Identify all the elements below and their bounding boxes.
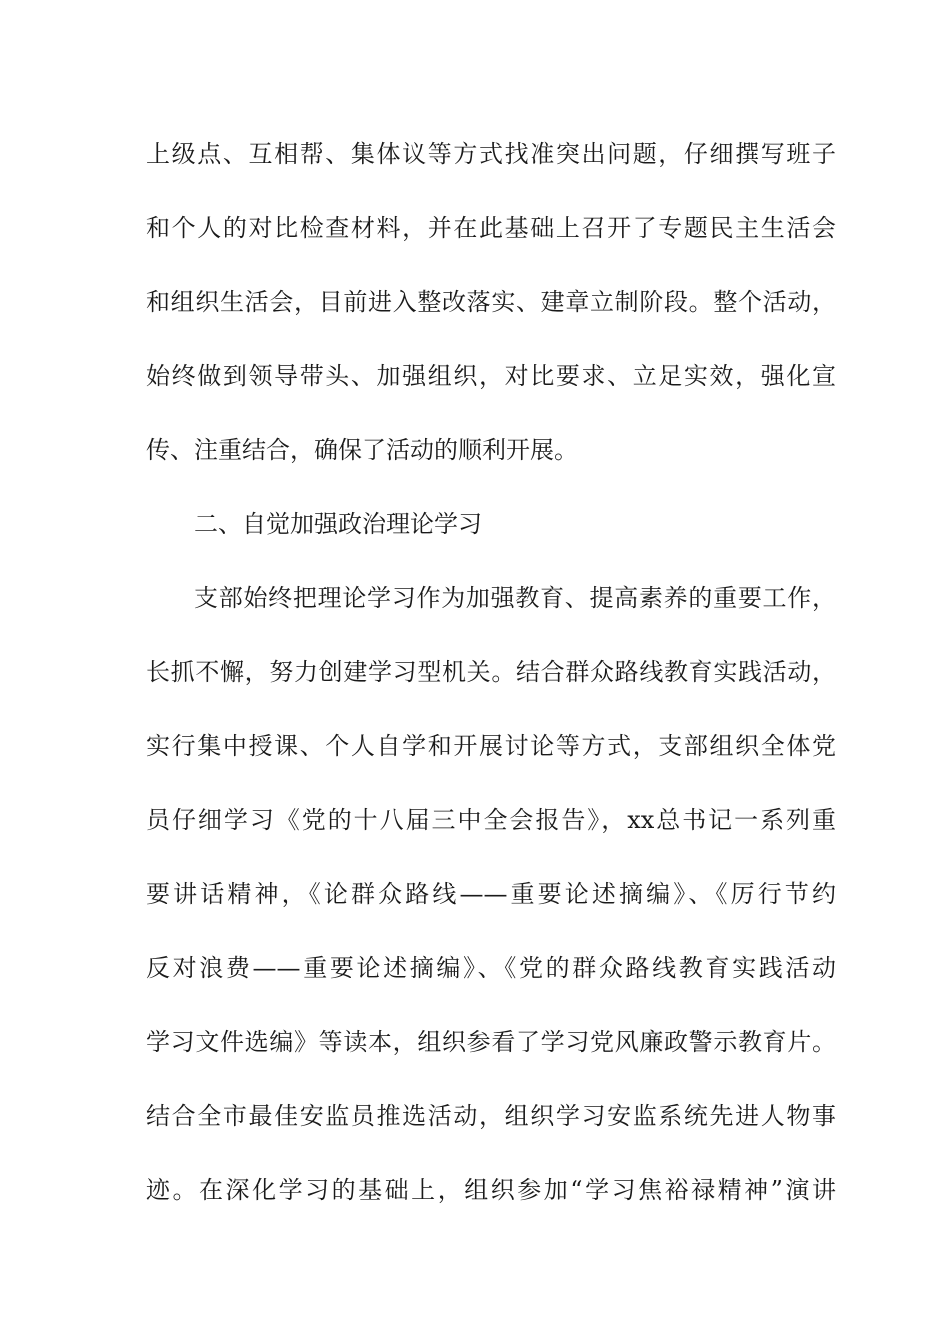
text-line: 迹。在深化学习的基础上，组织参加“学习焦裕禄精神”演讲 (146, 1176, 836, 1204)
text-line: 和个人的对比检查材料，并在此基础上召开了专题民主生活会 (146, 214, 836, 242)
section-heading: 二、自觉加强政治理论学习 (194, 510, 482, 538)
text-line: 反对浪费——重要论述摘编》、《党的群众路线教育实践活动 (146, 954, 836, 982)
text-line: 传、注重结合，确保了活动的顺利开展。 (146, 436, 578, 464)
text-line: 支部始终把理论学习作为加强教育、提高素养的重要工作， (194, 584, 836, 612)
text-line: 上级点、互相帮、集体议等方式找准突出问题，仔细撰写班子 (146, 140, 836, 168)
document-body (146, 130, 836, 1240)
text-line: 学习文件选编》等读本，组织参看了学习党风廉政警示教育片。 (146, 1028, 836, 1056)
text-line: 长抓不懈，努力创建学习型机关。结合群众路线教育实践活动， (146, 658, 836, 686)
text-line: 和组织生活会，目前进入整改落实、建章立制阶段。整个活动， (146, 288, 836, 316)
text-line: 实行集中授课、个人自学和开展讨论等方式，支部组织全体党 (146, 732, 836, 760)
text-line: 员仔细学习《党的十八届三中全会报告》，xx总书记一系列重 (146, 806, 836, 834)
text-line: 要讲话精神，《论群众路线——重要论述摘编》、《厉行节约 (146, 880, 836, 908)
text-line: 始终做到领导带头、加强组织，对比要求、立足实效，强化宣 (146, 362, 836, 390)
text-line: 结合全市最佳安监员推选活动，组织学习安监系统先进人物事 (146, 1102, 836, 1130)
